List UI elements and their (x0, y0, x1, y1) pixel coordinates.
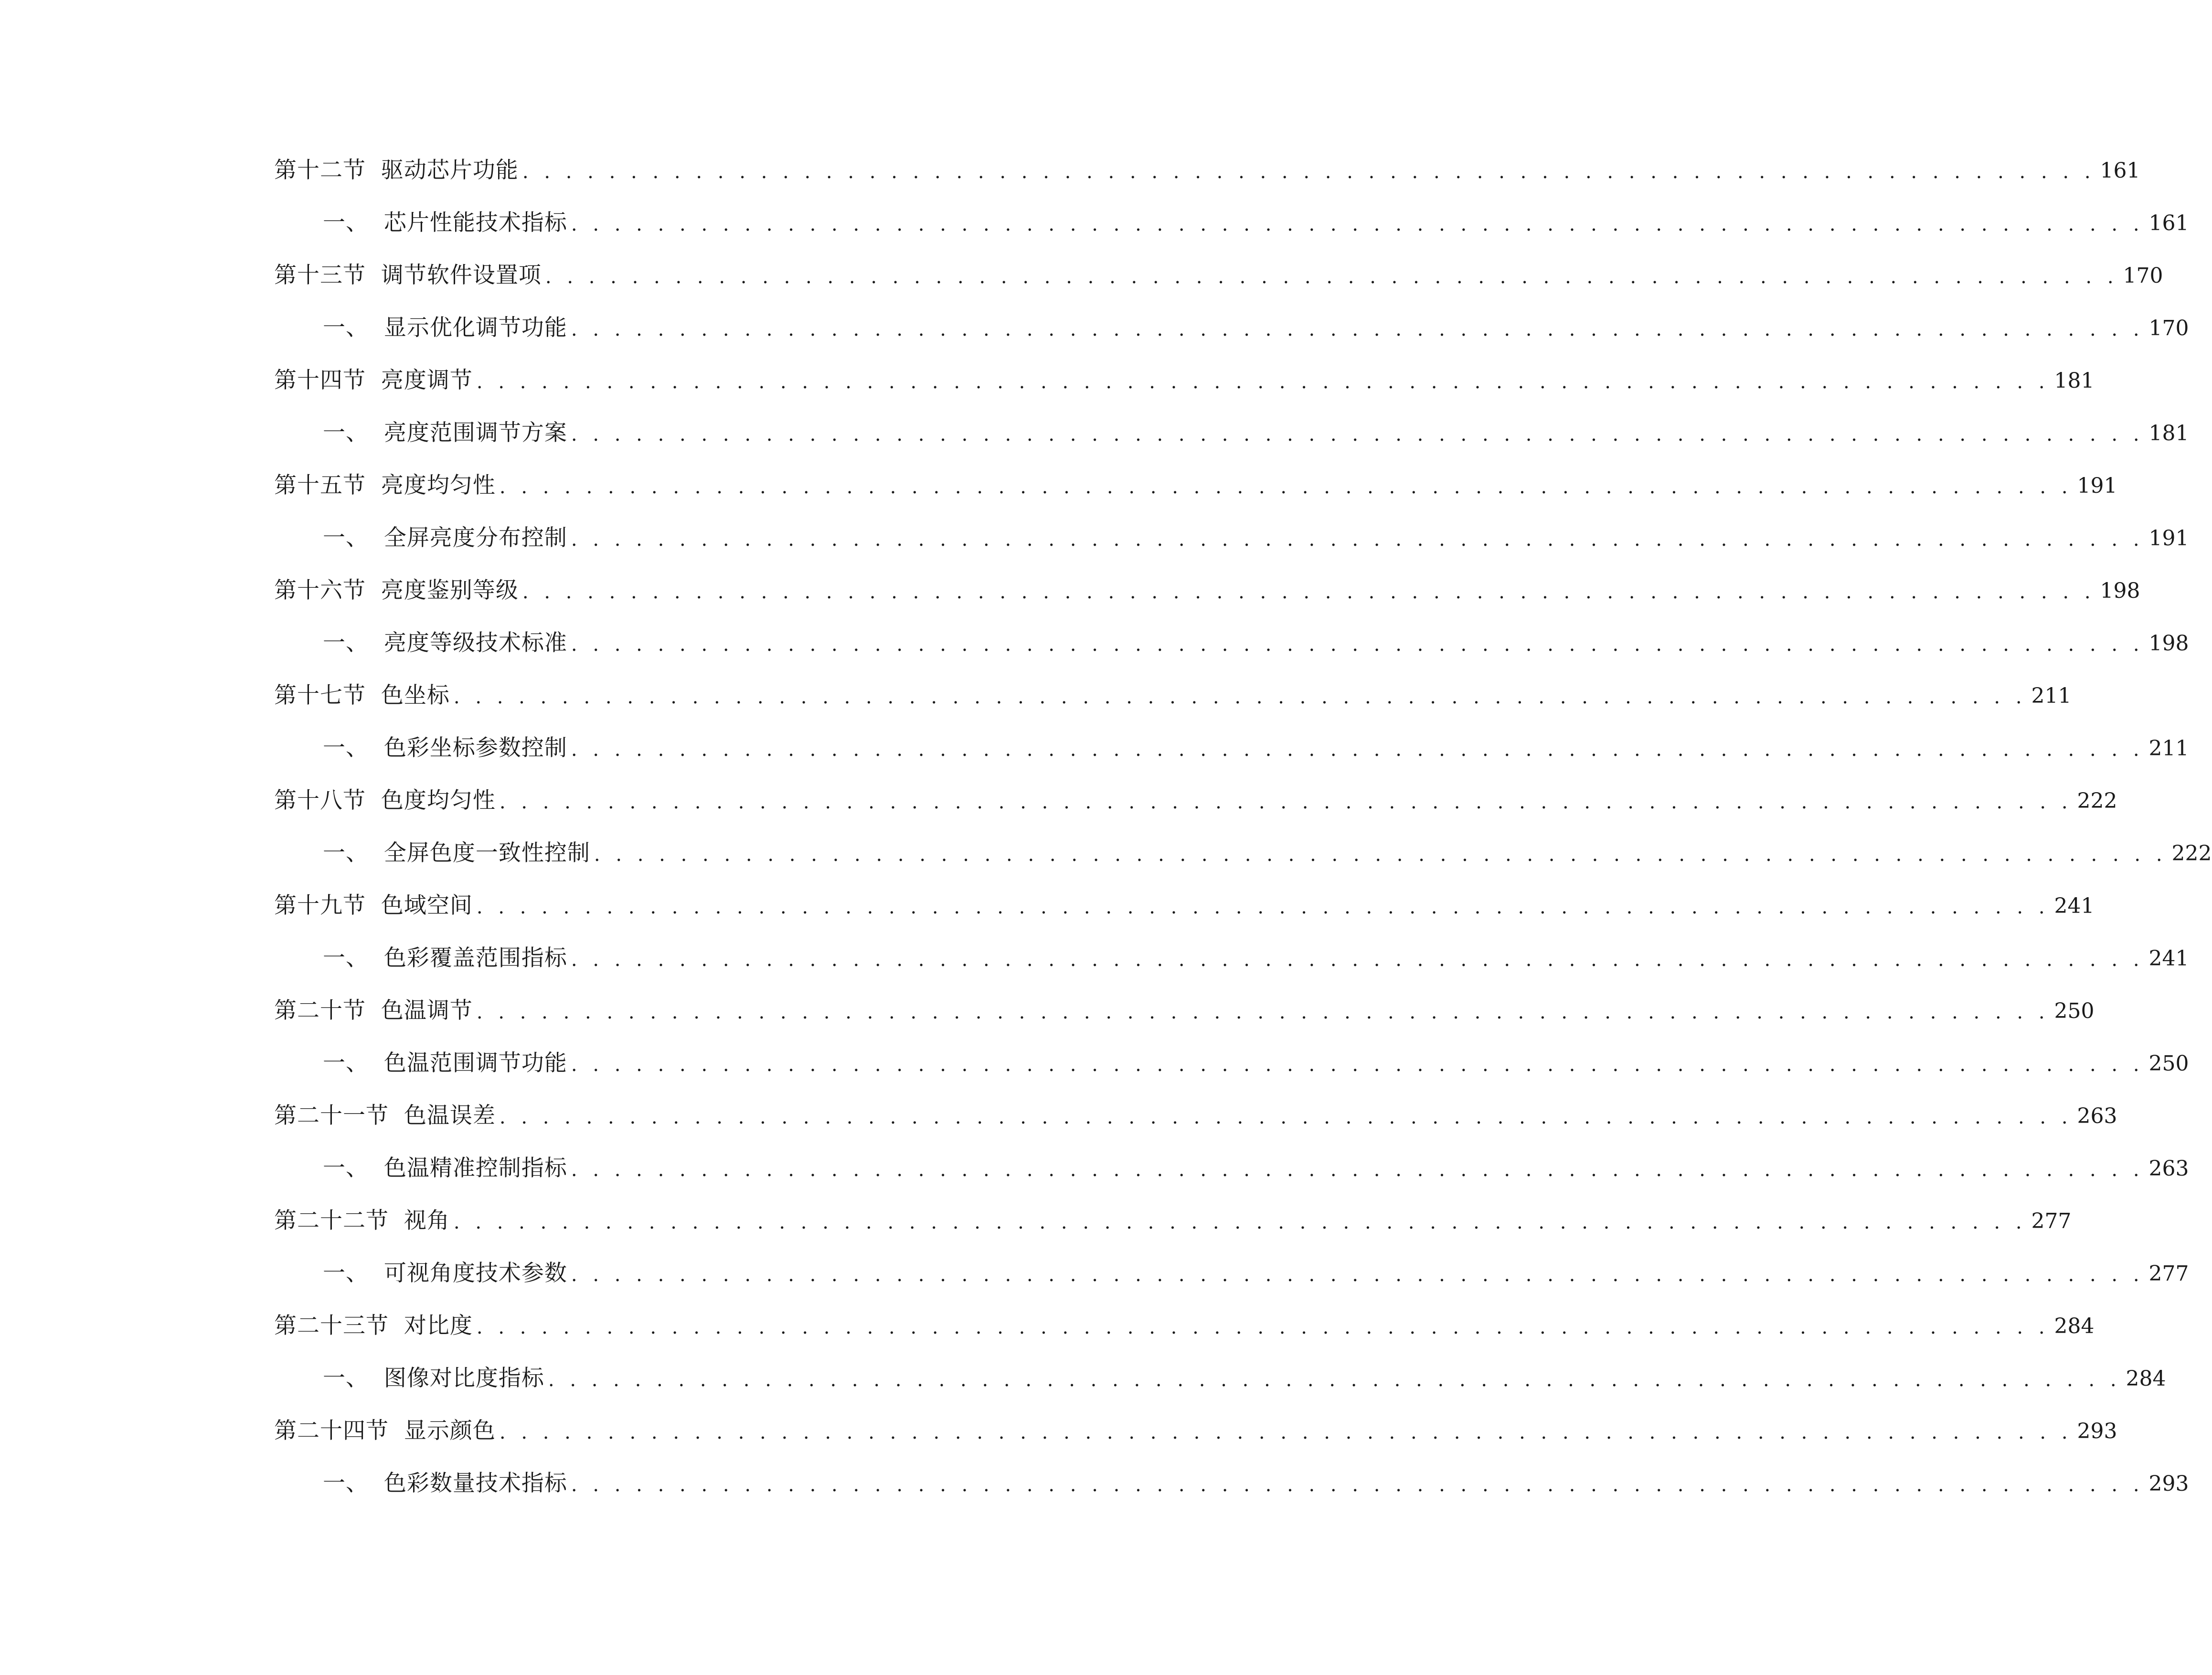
toc-subsection-entry[interactable] (274, 191, 2189, 244)
toc-section-entry[interactable] (274, 1189, 2072, 1241)
toc-section-entry[interactable] (274, 454, 2117, 506)
toc-dot-leader: . . . . . . . . . . . . . . . . . . . . . . . . . . . . . . . . . . . . . . . . . . . . . . . . . . . . . . . . . . . . . . . . . . . . . . . . . (499, 1106, 2073, 1128)
toc-entry-title: 第十二节 驱动芯片功能 (274, 157, 519, 183)
toc-page-number: 277 (2031, 1209, 2072, 1233)
toc-page-number: 211 (2031, 684, 2072, 708)
toc-subsection-entry[interactable] (274, 1452, 2189, 1504)
toc-section-entry[interactable] (274, 1294, 2095, 1346)
toc-entry-title: 一、 全屏亮度分布控制 (323, 525, 567, 551)
toc-page-number: 222 (2077, 789, 2117, 813)
toc-page-number: 284 (2126, 1367, 2166, 1391)
toc-page-number: 250 (2148, 1051, 2189, 1076)
toc-entry-title: 第二十三节 对比度 (274, 1313, 473, 1339)
toc-dot-leader: . . . . . . . . . . . . . . . . . . . . . . . . . . . . . . . . . . . . . . . . . . . . . . . . . . . . . . . . . . . . . . . . . . . . . . . . . (571, 1264, 2144, 1286)
toc-dot-leader: . . . . . . . . . . . . . . . . . . . . . . . . . . . . . . . . . . . . . . . . . . . . . . . . . . . . . . . . . . . . . . . . . . . . . . . . . (476, 1316, 2050, 1338)
toc-dot-leader: . . . . . . . . . . . . . . . . . . . . . . . . . . . . . . . . . . . . . . . . . . . . . . . . . . . . . . . . . . . . . . . . . . . . . . . . . (548, 1369, 2121, 1391)
toc-section-entry[interactable] (274, 138, 2140, 191)
toc-entry-title: 一、 亮度范围调节方案 (323, 420, 567, 446)
toc-subsection-entry[interactable] (274, 926, 2189, 979)
toc-section-entry[interactable] (274, 769, 2117, 821)
toc-subsection-entry[interactable] (274, 506, 2189, 559)
toc-entry-title: 一、 亮度等级技术标准 (323, 630, 567, 656)
toc-dot-leader: . . . . . . . . . . . . . . . . . . . . . . . . . . . . . . . . . . . . . . . . . . . . . . . . . . . . . . . . . . . . . . . . . . . . . . . . . (571, 1054, 2144, 1076)
toc-dot-leader: . . . . . . . . . . . . . . . . . . . . . . . . . . . . . . . . . . . . . . . . . . . . . . . . . . . . . . . . . . . . . . . . . . . . . . . . . (545, 266, 2118, 288)
toc-entry-title: 一、 可视角度技术参数 (323, 1260, 567, 1286)
toc-dot-leader: . . . . . . . . . . . . . . . . . . . . . . . . . . . . . . . . . . . . . . . . . . . . . . . . . . . . . . . . . . . . . . . . . . . . . . . . . (476, 371, 2050, 393)
toc-dot-leader: . . . . . . . . . . . . . . . . . . . . . . . . . . . . . . . . . . . . . . . . . . . . . . . . . . . . . . . . . . . . . . . . . . . . . . . . . (571, 424, 2144, 445)
toc-page-number: 293 (2148, 1472, 2189, 1496)
toc-page-number: 263 (2148, 1156, 2189, 1181)
toc-section-entry[interactable] (274, 244, 2163, 296)
toc-entry-title: 一、 色温精准控制指标 (323, 1155, 567, 1181)
toc-entry-title: 一、 芯片性能技术指标 (323, 210, 567, 236)
toc-dot-leader: . . . . . . . . . . . . . . . . . . . . . . . . . . . . . . . . . . . . . . . . . . . . . . . . . . . . . . . . . . . . . . . . . . . . . . . . . (522, 581, 2095, 603)
toc-page-number: 211 (2148, 736, 2189, 761)
toc-page-number: 277 (2148, 1262, 2189, 1286)
toc-subsection-entry[interactable] (274, 401, 2189, 454)
toc-section-entry[interactable] (274, 349, 2095, 401)
toc-dot-leader: . . . . . . . . . . . . . . . . . . . . . . . . . . . . . . . . . . . . . . . . . . . . . . . . . . . . . . . . . . . . . . . . . . . . . . . . . (476, 896, 2050, 918)
table-of-contents (274, 138, 2212, 1504)
toc-page-number: 284 (2054, 1314, 2095, 1338)
toc-section-entry[interactable] (274, 664, 2072, 716)
toc-page-number: 222 (2171, 841, 2212, 866)
toc-subsection-entry[interactable] (274, 296, 2189, 349)
toc-subsection-entry[interactable] (274, 821, 2212, 874)
toc-subsection-entry[interactable] (274, 1031, 2189, 1084)
toc-dot-leader: . . . . . . . . . . . . . . . . . . . . . . . . . . . . . . . . . . . . . . . . . . . . . . . . . . . . . . . . . . . . . . . . . . . . . . . . . (453, 686, 2027, 708)
toc-entry-title: 一、 图像对比度指标 (323, 1365, 544, 1391)
toc-page-number: 191 (2148, 526, 2189, 551)
toc-entry-title: 一、 全屏色度一致性控制 (323, 840, 590, 866)
toc-subsection-entry[interactable] (274, 1346, 2166, 1399)
toc-dot-leader: . . . . . . . . . . . . . . . . . . . . . . . . . . . . . . . . . . . . . . . . . . . . . . . . . . . . . . . . . . . . . . . . . . . . . . . . . (499, 476, 2073, 498)
toc-entry-title: 第二十二节 视角 (274, 1208, 450, 1234)
toc-page-number: 181 (2148, 421, 2189, 445)
toc-section-entry[interactable] (274, 1399, 2117, 1452)
toc-entry-title: 第二十一节 色温误差 (274, 1103, 496, 1129)
toc-dot-leader: . . . . . . . . . . . . . . . . . . . . . . . . . . . . . . . . . . . . . . . . . . . . . . . . . . . . . . . . . . . . . . . . . . . . . . . . . (571, 529, 2144, 551)
toc-dot-leader: . . . . . . . . . . . . . . . . . . . . . . . . . . . . . . . . . . . . . . . . . . . . . . . . . . . . . . . . . . . . . . . . . . . . . . . . . (571, 634, 2144, 656)
toc-entry-title: 第十七节 色坐标 (274, 682, 450, 709)
toc-dot-leader: . . . . . . . . . . . . . . . . . . . . . . . . . . . . . . . . . . . . . . . . . . . . . . . . . . . . . . . . . . . . . . . . . . . . . . . . . (499, 1421, 2073, 1443)
toc-entry-title: 第二十四节 显示颜色 (274, 1418, 496, 1444)
toc-entry-title: 一、 色彩坐标参数控制 (323, 735, 567, 761)
toc-page-number: 191 (2077, 474, 2117, 498)
toc-page-number: 241 (2054, 894, 2095, 918)
toc-page-number: 241 (2148, 946, 2189, 971)
toc-page-number: 170 (2148, 316, 2189, 340)
toc-dot-leader: . . . . . . . . . . . . . . . . . . . . . . . . . . . . . . . . . . . . . . . . . . . . . . . . . . . . . . . . . . . . . . . . . . . . . . . . . (571, 213, 2144, 235)
toc-section-entry[interactable] (274, 874, 2095, 926)
toc-entry-title: 第十六节 亮度鉴别等级 (274, 577, 519, 604)
toc-dot-leader: . . . . . . . . . . . . . . . . . . . . . . . . . . . . . . . . . . . . . . . . . . . . . . . . . . . . . . . . . . . . . . . . . . . . . . . . . (499, 791, 2073, 813)
toc-page-number: 198 (2100, 579, 2140, 603)
toc-subsection-entry[interactable] (274, 716, 2189, 769)
toc-dot-leader: . . . . . . . . . . . . . . . . . . . . . . . . . . . . . . . . . . . . . . . . . . . . . . . . . . . . . . . . . . . . . . . . . . . . . . . . . (571, 739, 2144, 761)
toc-page-number: 181 (2054, 369, 2095, 393)
toc-dot-leader: . . . . . . . . . . . . . . . . . . . . . . . . . . . . . . . . . . . . . . . . . . . . . . . . . . . . . . . . . . . . . . . . . . . . . . . . . (522, 161, 2095, 183)
toc-page-number: 198 (2148, 631, 2189, 656)
toc-entry-title: 第十五节 亮度均匀性 (274, 472, 496, 498)
toc-section-entry[interactable] (274, 559, 2140, 611)
toc-dot-leader: . . . . . . . . . . . . . . . . . . . . . . . . . . . . . . . . . . . . . . . . . . . . . . . . . . . . . . . . . . . . . . . . . . . . . . . . . (571, 1159, 2144, 1181)
toc-dot-leader: . . . . . . . . . . . . . . . . . . . . . . . . . . . . . . . . . . . . . . . . . . . . . . . . . . . . . . . . . . . . . . . . . . . . . . . . . (453, 1211, 2027, 1233)
toc-subsection-entry[interactable] (274, 611, 2189, 664)
toc-entry-title: 第十九节 色域空间 (274, 892, 473, 919)
toc-page-number: 293 (2077, 1419, 2117, 1443)
toc-subsection-entry[interactable] (274, 1241, 2189, 1294)
toc-page-number: 170 (2123, 264, 2163, 288)
toc-entry-title: 第二十节 色温调节 (274, 997, 473, 1024)
toc-page-number: 263 (2077, 1104, 2117, 1128)
toc-section-entry[interactable] (274, 1084, 2117, 1136)
toc-entry-title: 一、 色彩数量技术指标 (323, 1470, 567, 1496)
toc-dot-leader: . . . . . . . . . . . . . . . . . . . . . . . . . . . . . . . . . . . . . . . . . . . . . . . . . . . . . . . . . . . . . . . . . . . . . . . . . (571, 318, 2144, 340)
toc-dot-leader: . . . . . . . . . . . . . . . . . . . . . . . . . . . . . . . . . . . . . . . . . . . . . . . . . . . . . . . . . . . . . . . . . . . . . . . . . (476, 1001, 2050, 1023)
toc-page-number: 250 (2054, 999, 2095, 1023)
toc-entry-title: 一、 显示优化调节功能 (323, 315, 567, 341)
toc-entry-title: 一、 色温范围调节功能 (323, 1050, 567, 1076)
toc-page-number: 161 (2100, 159, 2140, 183)
toc-dot-leader: . . . . . . . . . . . . . . . . . . . . . . . . . . . . . . . . . . . . . . . . . . . . . . . . . . . . . . . . . . . . . . . . . . . . . . . . . (571, 949, 2144, 971)
toc-entry-title: 第十三节 调节软件设置项 (274, 262, 542, 288)
toc-entry-title: 第十八节 色度均匀性 (274, 787, 496, 814)
toc-section-entry[interactable] (274, 979, 2095, 1031)
toc-subsection-entry[interactable] (274, 1136, 2189, 1189)
toc-dot-leader: . . . . . . . . . . . . . . . . . . . . . . . . . . . . . . . . . . . . . . . . . . . . . . . . . . . . . . . . . . . . . . . . . . . . . . . . . (571, 1474, 2144, 1496)
toc-dot-leader: . . . . . . . . . . . . . . . . . . . . . . . . . . . . . . . . . . . . . . . . . . . . . . . . . . . . . . . . . . . . . . . . . . . . . . . . . (594, 844, 2167, 866)
toc-page-number: 161 (2148, 211, 2189, 235)
toc-entry-title: 一、 色彩覆盖范围指标 (323, 945, 567, 971)
toc-entry-title: 第十四节 亮度调节 (274, 367, 473, 393)
